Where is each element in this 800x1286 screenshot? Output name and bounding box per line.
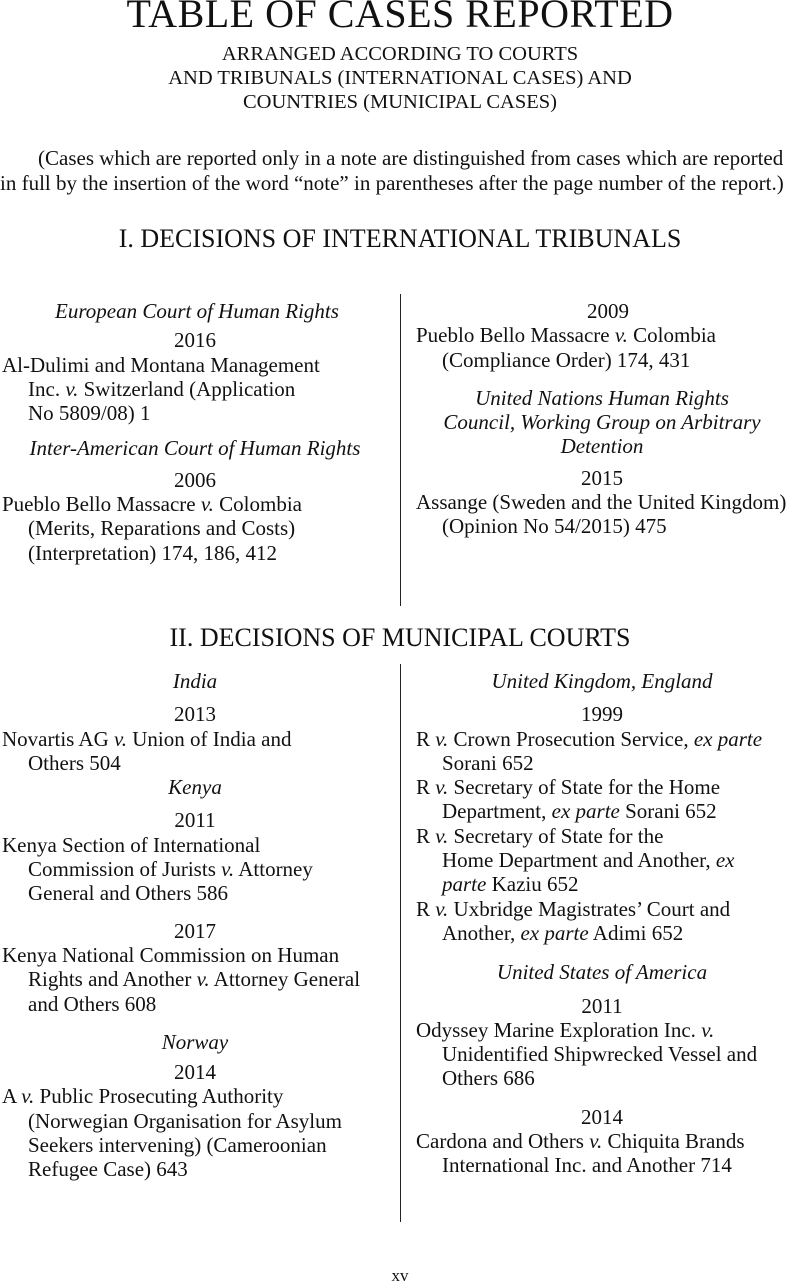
part2-heading: II. DECISIONS OF MUNICIPAL COURTS — [169, 623, 631, 652]
country-heading: India — [172, 669, 218, 693]
case-line: (Compliance Order) 174, 431 — [442, 347, 691, 372]
intro-note — [0, 146, 800, 196]
case-line: (Norwegian Organisation for Asylum — [28, 1108, 342, 1133]
part1-left-column — [2, 299, 388, 565]
case-line: International Inc. and Another 714 — [442, 1153, 732, 1178]
case-line: (Merits, Reparations and Costs) — [28, 516, 296, 541]
year-heading: 2014 — [581, 1104, 623, 1129]
case-entry — [2, 943, 388, 1016]
case-line: Odyssey Marine Exploration Inc. v. — [416, 1017, 715, 1042]
court-heading — [404, 386, 800, 459]
subtitle — [0, 42, 800, 114]
year-heading: 2011 — [174, 808, 216, 833]
case-line: R v. Secretary of State for the Home — [416, 775, 721, 800]
case-line: R v. Uxbridge Magistrates’ Court and — [416, 896, 731, 921]
page-title: TABLE OF CASES REPORTED — [126, 0, 674, 36]
part1-divider — [400, 294, 401, 606]
case-entry — [2, 492, 388, 565]
year-heading: 2006 — [174, 467, 216, 492]
case-line: Refugee Case) 643 — [28, 1157, 188, 1182]
case-line: Kenya Section of International — [2, 832, 261, 857]
court-line: United Nations Human Rights — [475, 385, 729, 410]
country-heading: United Kingdom, England — [491, 669, 713, 693]
case-entry — [2, 727, 388, 776]
year-heading: 2016 — [174, 328, 216, 353]
year-heading: 2015 — [581, 465, 623, 490]
case-line: Novartis AG v. Union of India and — [2, 726, 292, 751]
case-line: Al-Dulimi and Montana Management — [2, 352, 320, 377]
page-number: xv — [391, 1266, 409, 1285]
part2-divider — [400, 664, 401, 1222]
year-heading: 2011 — [581, 993, 623, 1018]
country-heading: Kenya — [168, 775, 222, 800]
case-line: A v. Public Prosecuting Authority — [2, 1084, 284, 1109]
part2-left-column — [2, 669, 388, 1182]
year-heading: 2014 — [174, 1060, 216, 1085]
case-line: parte Kaziu 652 — [442, 872, 579, 897]
year-heading: 2017 — [174, 918, 216, 943]
case-line: Inc. v. Switzerland (Application — [28, 376, 296, 401]
case-line: Another, ex parte Adimi 652 — [442, 920, 684, 945]
case-line: Others 504 — [28, 750, 121, 775]
case-line: Others 686 — [442, 1066, 535, 1091]
case-line: Cardona and Others v. Chiquita Brands — [416, 1129, 745, 1154]
court-heading: European Court of Human Rights — [55, 299, 339, 323]
case-entry — [416, 775, 800, 824]
year-heading: 2009 — [587, 299, 629, 323]
subtitle-line: COUNTRIES (MUNICIPAL CASES) — [243, 91, 557, 113]
case-entry — [416, 897, 800, 946]
intro-line: (Cases which are reported only in a note are distinguished from cases which are reported — [38, 146, 784, 170]
case-entry — [416, 727, 800, 776]
case-line: R v. Secretary of State for the — [416, 823, 664, 848]
year-heading: 1999 — [581, 702, 623, 727]
country-heading: Norway — [161, 1029, 229, 1054]
part1-heading: I. DECISIONS OF INTERNATIONAL TRIBUNALS — [118, 224, 682, 253]
intro-line: in full by the insertion of the word “note” in parentheses after the page number of the report.) — [0, 171, 784, 195]
case-line: Sorani 652 — [442, 750, 534, 775]
case-entry — [416, 490, 800, 539]
court-line: Detention — [560, 434, 644, 459]
case-entry — [416, 824, 800, 897]
subtitle-line: AND TRIBUNALS (INTERNATIONAL CASES) AND — [168, 67, 632, 89]
case-entry — [2, 353, 388, 426]
case-entry — [2, 833, 388, 906]
case-line: General and Others 586 — [28, 881, 229, 906]
case-entry — [2, 1084, 388, 1181]
case-line: Home Department and Another, ex — [442, 848, 735, 873]
case-line: Rights and Another v. Attorney General — [28, 967, 361, 992]
part1-right-column — [416, 299, 800, 539]
court-line: Council, Working Group on Arbitrary — [443, 410, 761, 435]
case-line: Seekers intervening) (Cameroonian — [28, 1133, 327, 1158]
case-line: and Others 608 — [28, 991, 157, 1016]
case-line: Pueblo Bello Massacre v. Colombia — [2, 492, 302, 517]
year-heading: 2013 — [174, 702, 216, 727]
case-line: No 5809/08) 1 — [28, 401, 151, 426]
case-line: Kenya National Commission on Human — [2, 942, 340, 967]
court-heading: Inter-American Court of Human Rights — [29, 436, 361, 461]
case-entry — [416, 1129, 800, 1178]
case-line: (Opinion No 54/2015) 475 — [442, 514, 667, 539]
case-entry — [416, 1018, 800, 1091]
case-line: Unidentified Shipwrecked Vessel and — [442, 1042, 758, 1067]
case-line: R v. Crown Prosecution Service, ex parte — [416, 726, 763, 751]
case-line: Department, ex parte Sorani 652 — [442, 799, 717, 824]
case-line: Commission of Jurists v. Attorney — [28, 857, 313, 882]
case-line: Pueblo Bello Massacre v. Colombia — [416, 323, 716, 348]
subtitle-line: ARRANGED ACCORDING TO COURTS — [221, 43, 579, 65]
country-heading: United States of America — [496, 960, 708, 985]
case-line: Assange (Sweden and the United Kingdom) — [416, 490, 787, 515]
case-entry — [416, 323, 800, 372]
part2-right-column — [416, 669, 800, 1178]
case-line: (Interpretation) 174, 186, 412 — [28, 540, 278, 565]
